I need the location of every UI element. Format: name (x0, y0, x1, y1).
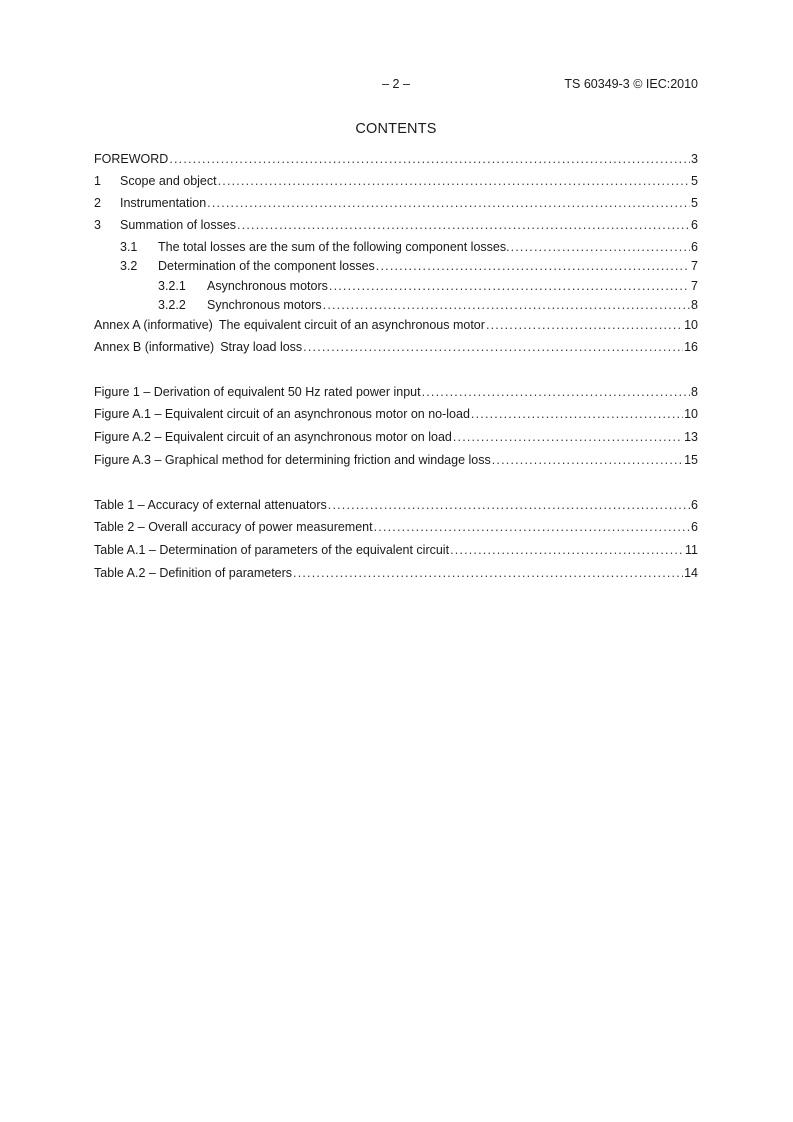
toc-entry-foreword[interactable] (94, 151, 698, 167)
toc-leader (471, 406, 683, 422)
toc-leader (453, 429, 683, 445)
toc-leader (374, 519, 690, 535)
toc-entry-title: Synchronous motors (207, 298, 322, 312)
toc-entry-table-2[interactable] (94, 519, 698, 535)
toc-entry-number: 3 (94, 218, 101, 232)
toc-leader (303, 339, 683, 355)
toc-entry-annex-a[interactable] (94, 317, 698, 333)
toc-leader (207, 195, 690, 211)
toc-entry-page: 16 (684, 340, 698, 354)
toc-entry-page: 13 (684, 430, 698, 444)
toc-entry-table-a2[interactable] (94, 565, 698, 581)
toc-entry-page: 14 (684, 566, 698, 580)
toc-entry-page: 6 (691, 498, 698, 512)
toc-leader (293, 565, 683, 581)
toc-entry-title: Table 2 – Overall accuracy of power measurement (94, 520, 373, 534)
toc-leader (486, 317, 683, 333)
toc-entry-title: Instrumentation (120, 196, 207, 210)
toc-entry-annex-b[interactable] (94, 339, 698, 355)
toc-entry-title: Determination of the component losses (158, 259, 375, 273)
toc-entry-table-1[interactable] (94, 497, 698, 513)
toc-leader (492, 452, 683, 468)
toc-entry-figure-a1[interactable] (94, 406, 698, 422)
toc-entry-figure-a3[interactable] (94, 452, 698, 468)
toc-leader (329, 278, 690, 294)
toc-entry-number: 3.1 (120, 240, 138, 254)
toc-entry-title: Figure A.1 – Equivalent circuit of an asynchronous motor on no-load (94, 407, 470, 421)
toc-entry-section-3-2-2[interactable] (158, 297, 698, 313)
toc-entry-page: 5 (691, 174, 698, 188)
toc-entry-figure-a2[interactable] (94, 429, 698, 445)
toc-entry-number: Annex A (informative) (94, 318, 213, 332)
toc-entry-table-a1[interactable] (94, 542, 698, 558)
toc-entry-page: 8 (691, 298, 698, 312)
toc-entry-number: 3.2.1 (158, 279, 186, 293)
page-header (94, 77, 698, 93)
toc-entry-number: 3.2 (120, 259, 138, 273)
toc-entry-title: The equivalent circuit of an asynchronous motor (218, 318, 485, 332)
toc-leader (450, 542, 684, 558)
toc-leader (218, 173, 690, 189)
toc-entry-title: Figure A.2 – Equivalent circuit of an asynchronous motor on load (94, 430, 452, 444)
toc-entry-page: 6 (691, 218, 698, 232)
toc-entry-section-2[interactable] (94, 195, 698, 211)
toc-entry-page: 11 (685, 543, 698, 557)
toc-entry-title: The total losses are the sum of the following component losses. (158, 240, 510, 254)
toc-entry-page: 10 (684, 407, 698, 421)
toc-leader (422, 384, 690, 400)
page-number: – 2 – (382, 77, 410, 91)
contents-title: CONTENTS (355, 121, 437, 137)
toc-entry-number: 2 (94, 196, 101, 210)
toc-entry-page: 8 (691, 385, 698, 399)
toc-entry-page: 15 (684, 453, 698, 467)
document-id: TS 60349-3 © IEC:2010 (564, 77, 698, 91)
toc-entry-section-3-2-1[interactable] (158, 278, 698, 294)
toc-entry-title: Stray load loss (220, 340, 303, 354)
toc-leader (323, 297, 690, 313)
toc-entry-title: Table A.1 – Determination of parameters of the equivalent circuit (94, 543, 450, 557)
toc-leader (328, 497, 690, 513)
toc-entry-title: Table 1 – Accuracy of external attenuators (94, 498, 327, 512)
toc-entry-title: Summation of losses (120, 218, 237, 232)
toc-entry-figure-1[interactable] (94, 384, 698, 400)
toc-entry-section-1[interactable] (94, 173, 698, 189)
toc-entry-page: 10 (684, 318, 698, 332)
toc-entry-title: Figure 1 – Derivation of equivalent 50 Hz rated power input (94, 385, 421, 399)
toc-entry-section-3-2[interactable] (120, 258, 698, 274)
toc-entry-section-3-1[interactable] (120, 239, 698, 255)
toc-entry-page: 7 (691, 259, 698, 273)
toc-leader (237, 217, 690, 233)
toc-entry-title: Asynchronous motors (207, 279, 328, 293)
toc-leader (169, 151, 690, 167)
toc-entry-number: 1 (94, 174, 101, 188)
toc-entry-page: 5 (691, 196, 698, 210)
toc-entry-number: 3.2.2 (158, 298, 186, 312)
toc-entry-section-3[interactable] (94, 217, 698, 233)
toc-entry-title: Scope and object (120, 174, 217, 188)
toc-entry-title: Figure A.3 – Graphical method for determining friction and windage loss (94, 453, 491, 467)
toc-entry-page: 3 (691, 152, 698, 166)
toc-entry-title: Table A.2 – Definition of parameters (94, 566, 293, 580)
toc-entry-page: 6 (691, 520, 698, 534)
toc-entry-page: 7 (691, 279, 698, 293)
toc-leader (376, 258, 690, 274)
toc-entry-title: FOREWORD (94, 152, 169, 166)
toc-entry-number: Annex B (informative) (94, 340, 215, 354)
toc-entry-page: 6 (691, 240, 698, 254)
toc-leader (511, 239, 690, 255)
